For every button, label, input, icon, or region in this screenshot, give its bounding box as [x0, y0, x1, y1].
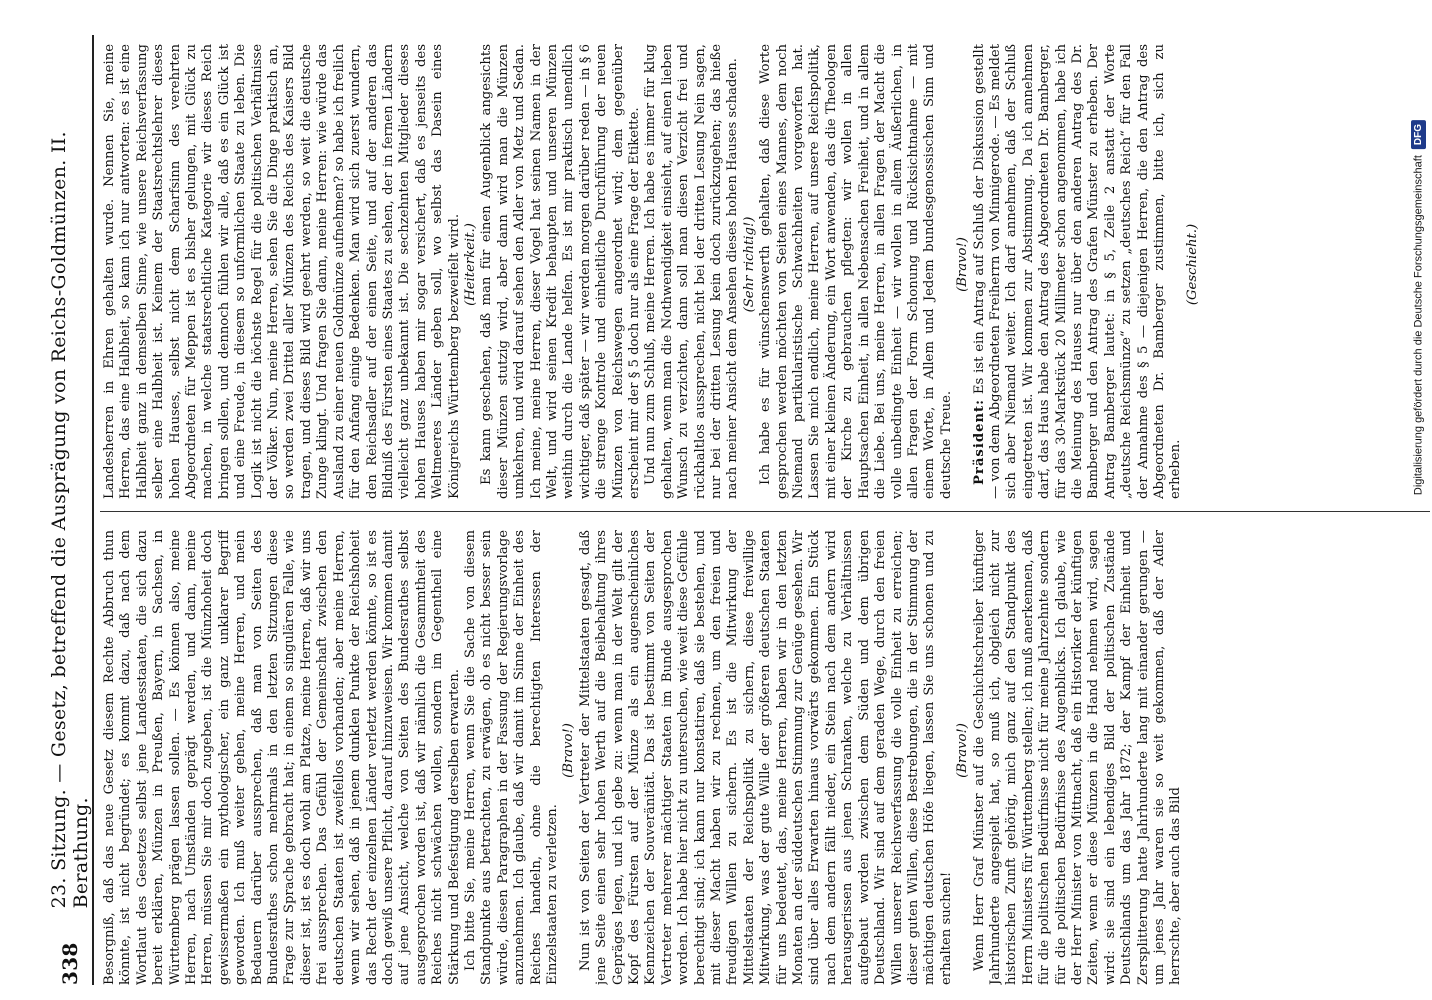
dfg-logo: DFG	[1411, 120, 1426, 149]
paragraph: Und nun zum Schluß, meine Herren. Ich habe es immer für klug gehalten, wenn man die Nothwendigkeit einsieht, auf einen lieben Wunsch zu verzichten, dann soll man diesen Verzicht frei und rückhaltlos aussprechen, nicht bei der dritten Lesung Nein sagen, nur bei der dritten Lesung kein doch zurückzugehen; das hieße nach meiner Ansicht dem Ansehen dieses hohen Hauses schaden.	[643, 44, 741, 499]
column-divider	[100, 511, 1430, 512]
document-page	[50, 35, 1430, 985]
running-head: 23. Sitzung. — Gesetz, betreffend die Ausprägung von Reichs-Goldmünzen. II. Berathung.	[48, 131, 92, 909]
paragraph: Besorgniß, daß das neue Gesetz diesem Rechte Abbruch thun könnte, ist nicht begründet; es kommt dazu, daß nach dem Wortlaut des Gesetzes selbst jene Landesstaaten, die sich dazu bereit erklären, Münzen in Preußen, Bayern, in Sachsen, in Württemberg prägen lassen sollen. — Es können also, meine Herren, nach Umständen geprägt werden, und dann, meine Herren, müssen Sie mir doch zugeben, ist die Münzhoheit doch gewissermaßen ein mythologischer, ein ganz unklarer Begriff geworden. Ich muß weiter gehen, meine Herren, und mein Bedauern darüber aussprechen, daß man von Seiten des Bundesrathes schon mehrmals in den letzten Sitzungen diese Frage zur Sprache gebracht hat; in einem so singulären Falle, wie dieser ist, ist es doch wohl am Platze, meine Herren, daß wir uns frei aussprechen. Das Gefühl der Gemeinschaft zwischen den deutschen Staaten ist zweifellos vorhanden; aber meine Herren, wenn wir sehen, daß in jenem dunklen Punkte der Reichshoheit das Recht der einzelnen Länder verletzt werden könnte, so ist es doch gewiß unsere Pflicht, darauf hinzuweisen. Wir kommen damit auf jene Ansicht, welche von Seiten des Bundesrathes selbst ausgesprochen worden ist, daß wir nämlich die Gesammtheit des Reiches nicht schwächen wollen, sondern im Gegentheil eine Stärkung und Befestigung derselben erwarten.	[102, 530, 462, 985]
interjection: (Bravo!)	[955, 723, 971, 778]
paragraph: Nun ist von Seiten der Vertreter der Mittelstaaten gesagt, daß jene Seite einen sehr hohen Werth auf die Beibehaltung ihres Gepräges legen, und ich gebe zu: wenn man in der Welt gilt der Kopf des Fürsten auf der Münze als ein augenscheinliches Kennzeichen der Souveränität. Das ist bestimmt von Seiten der Vertreter mehrerer mächtiger Staaten im Bunde ausgesprochen worden. Ich habe hier nicht zu untersuchen, wie weit diese Gefühle berechtigt sind; ich kann nur konstatiren, daß sie bestehen, und mit dieser Macht haben wir zu rechnen, um den freien und freudigen Willen zu sichern. Es ist die Mitwirkung der Mittelstaaten der Reichspolitik zu sichern, diese freiwillige Mitwirkung, was der gute Wille der größeren deutschen Staaten für uns bedeutet, das, meine Herren, haben wir in den letzten Monaten an der süddeutschen Stimmung zur Genüge gesehen. Wir sind über alles Erwarten hinaus vorwärts gekommen. Ein Stück nach dem andern fällt nieder, ein Stein nach dem andern wird herausgerissen aus jenen Schranken, welche zu Verhältnissen aufgebaut worden zwischen dem Süden und dem übrigen Deutschland. Wir sind auf dem geraden Wege, durch den freien Willen unserer Reichsverfassung die volle Einheit zu erreichen; dieser guten Willen, diese Bestrebungen, die in der Stimmung der mächtigen deutschen Höfe liegen, lassen Sie uns schonen und zu erhalten suchen!	[577, 530, 954, 985]
interjection: (Bravo!)	[561, 723, 577, 778]
interjection: (Heiterkeit.)	[462, 223, 478, 306]
left-column	[102, 530, 1422, 985]
digitization-note	[1411, 120, 1426, 495]
page-header	[50, 35, 90, 985]
speaker-name: Präsident:	[971, 398, 987, 485]
paragraph: Landesherren in Ehren gehalten wurde. Nennen Sie, meine Herren, das eine Halbheit, so kann ich nur antworten: es ist eine Halbheit ganz in demselben Sinne, wie unsere Reichsverfassung selber eine Halbheit ist. Keinem der Staatsrechtslehrer dieses hohen Hauses, selbst nicht dem Scharfsinn des verehrten Abgeordneten für Meppen ist es bisher gelungen, mit Glück zu machen, in welche staatsrechtliche Kategorie wir dieses Reich bringen sollen, und dennoch fühlen wir alle, daß es ein Glück ist und eine Freude, in diesem so unformlichen Staate zu leben. Die Logik ist nicht die höchste Regel für die politischen Verhältnisse der Völker. Nun, meine Herren, sehen Sie die Dinge praktisch an, so werden zwei Drittel aller Münzen des Reichs des Kaisers Bild tragen, und dieses Bild wird geehrt werden, so weit die deutsche Zunge klingt. Und fragen Sie dann, meine Herren: wie würde das Ausland zu einer neuen Goldmünze aufnehmen? so habe ich freilich für den Anfang einige Bedenken. Man wird sich zuerst wundern, den Reichsadler auf der einen Seite, und auf der anderen das Bildniß des Fürsten eines Staates zu sehen, der in fernen Ländern vielleicht ganz unbekannt ist. Die sechzehnten Mitglieder dieses hohen Hauses haben mir sogar versichert, daß es jenseits des Weltmeeres Länder geben soll, wo selbst das Dasein eines Königreichs Württemberg bezweifelt wird.	[102, 44, 462, 499]
header-rule	[92, 35, 94, 985]
paragraph: Es kann geschehen, daß man für einen Augenblick angesichts dieser Münzen stutzig wird, aber dann wird man die Münzen umkehren, und wird darauf sehen den Adler von Metz und Sedan. Ich meine, meine Herren, dieser Vogel hat seinen Namen in der Welt, und wird seinen Kredit behaupten und unseren Münzen weithin durch die Lande helfen. Es ist mir praktisch unendlich wichtiger, daß später — wir werden morgen darüber reden — in § 6 die strenge Kontrole und einheitliche Durchführung der neuen Münzen von Reichswegen angeordnet wird; dem gegenüber erscheint mir der § 5 doch nur als eine Frage der Etikette.	[479, 44, 642, 499]
paragraph: Wenn Herr Graf Münster auf die Geschichtschreiber künftiger Jahrhunderte angespielt hat, so muß ich, obgleich nicht zur historischen Zunft gehörig, mich ganz auf den Standpunkt des Herrn Ministers für Württemberg stellen; ich muß anerkennen, daß für die politischen Bedürfnisse nicht für meine Jahrzehnte sondern für die politischen Bedürfnisse des Augenblicks. Ich glaube, wie der Herr Minister von Mittnacht, daß ein Historiker der künftigen Zeiten, wenn er diese Münzen in die Hand nehmen wird, sagen wird: sie sind ein lebendiges Bild der politischen Zustände Deutschlands um das Jahr 1872; der Kampf der Einheit und Zersplitterung hatte Jahrhunderte lang mit einander gerungen — um jenes Jahr waren sie so weit gekommen, daß der Adler herrschte, aber auch das Bild	[971, 530, 1184, 985]
right-column	[102, 44, 1422, 499]
paragraph	[972, 44, 1185, 499]
paragraph: Ich bitte Sie, meine Herren, wenn Sie die Sache von diesem Standpunkte aus betrachten, zu erwägen, ob es nicht besser sein würde, diesen Paragraphen in der Fassung der Regierungsvorlage anzunehmen. Ich glaube, daß wir damit im Sinne der Einheit des Reiches handeln, ohne die berechtigten Interessen der Einzelstaaten zu verletzen.	[462, 530, 560, 985]
interjection: (Sehr richtig!)	[741, 216, 757, 313]
interjection: (Geschieht.)	[1184, 223, 1200, 306]
digitization-note-text: Digitalisierung gefördert durch die Deutsche Forschungsgemeinschaft	[1412, 155, 1425, 496]
page-number: 338	[58, 942, 82, 985]
interjection: (Bravo!)	[955, 237, 971, 292]
paragraph-text: Es ist ein Antrag auf Schluß der Diskussion gestellt — von dem Abgeordneten Freiherrn von Minnigerode. — Es meldet sich aber Niemand weiter. Ich darf annehmen, daß der Schluß eingetreten ist. Wir kommen zur Abstimmung. Da ich annehmen darf, das Haus habe den Antrag des Abgeordneten Dr. Bamberger, für das 30-Markstück 20 Millimeter schon angenommen, habe ich die Meinung des Hauses nur über den anderen Antrag des Dr. Bamberger und den Antrag des Grafen Münster zu erheben. Der Antrag Bamberger lautet: in § 5, Zeile 2 anstatt der Worte „deutsche Reichsmünze“ zu setzen „deutsches Reich“ für den Fall der Annahme des § 5 — diejenigen Herren, die den Antrag des Abgeordneten Dr. Bamberger zustimmen, bitte ich, sich zu erheben.	[971, 44, 1184, 499]
paragraph: Ich habe es für wünschenswerth gehalten, daß diese Worte gesprochen werden möchten von Seiten eines Mannes, dem noch Niemand partikularistische Schwachheiten vorgeworfen hat. Lassen Sie mich endlich, meine Herren, auf unsere Reichspolitik, mit einer kleinen Änderung, ein Wort anwenden, das die Theologen der Kirche zu gebrauchen pflegten: wir wollen in allen Hauptsachen Einheit, in allen Nebensachen Freiheit, und in allem die Liebe. Bei uns, meine Herren, in allen Fragen der Macht die volle unbedingte Einheit — wir wollen in allem Äußerlichen, in allen Fragen der Form Schonung und Rücksichtnahme — mit einem Worte, in Allem und Jedem bundesgenossischen Sinn und deutsche Treue.	[758, 44, 954, 499]
